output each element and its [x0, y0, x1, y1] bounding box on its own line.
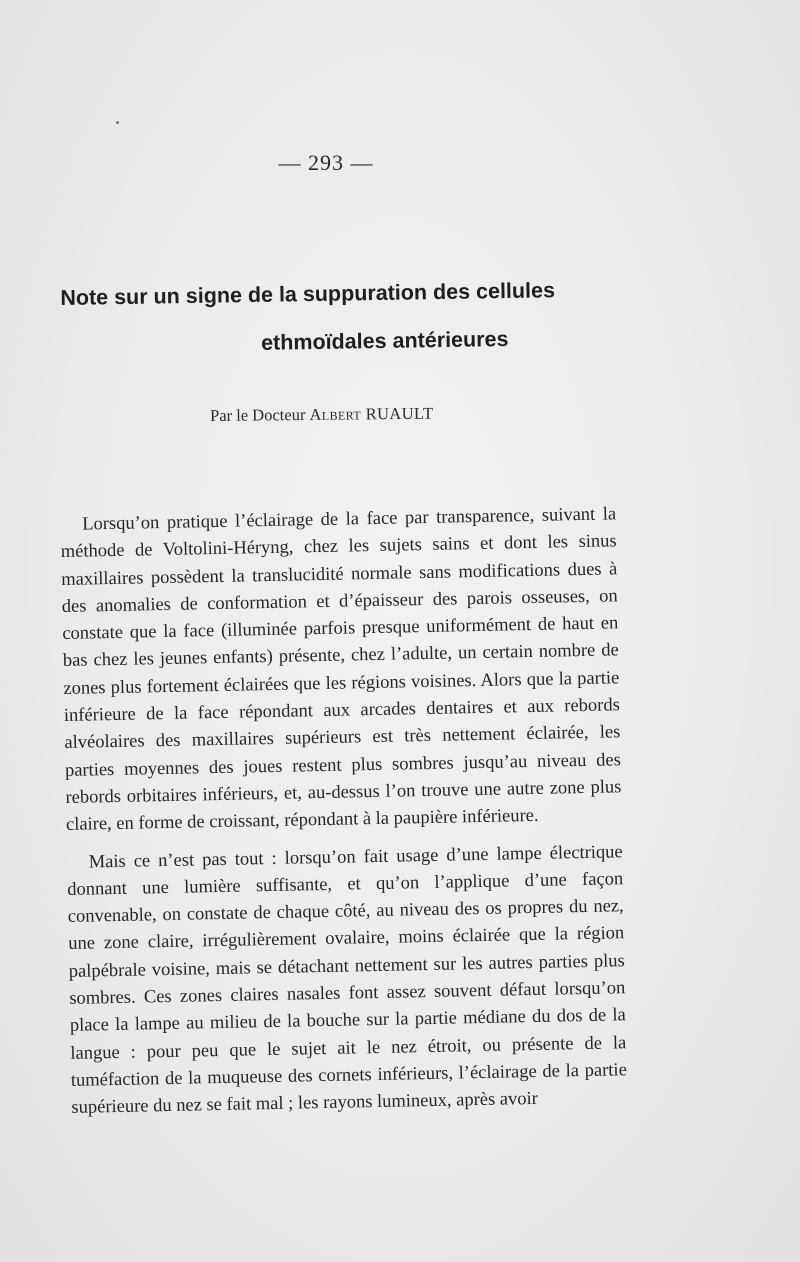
page-number: — 293 — — [278, 150, 374, 175]
byline-prefix: Par le Docteur — [210, 405, 306, 425]
article-title — [60, 266, 601, 370]
author-name: Albert RUAULT — [309, 403, 434, 424]
article-body — [60, 501, 628, 1122]
paragraph-2: Mais ce n’est pas tout : lorsqu’on fait usage d’une lampe électrique donnant une lumière suffisante, et qu’on l’applique d’une façon convenable, on constate de chaque côté, au niveau des os propres du nez, une zone claire, irrégulièrement ovalaire, moins éclairée que la région palpébrale voisine, mais se détachant nettement sur les autres parties plus sombres. Ces zones claires nasales font assez souvent défaut lorsqu’on place la lampe au milieu de la bouche sur la partie médiane du dos de la langue : pour peu que le sujet ait le nez étroit, ou présente de la tuméfaction de la muqueuse des cornets inférieurs, l’éclairage de la partie supérieure du nez se fait mal ; les rayons lumineux, après avoir — [67, 841, 628, 1119]
author-byline — [210, 404, 434, 426]
article-title-line-2: ethmoïdales antérieures — [260, 326, 509, 355]
article-title-line-1: Note sur un signe de la suppuration des cellules — [60, 278, 556, 310]
paragraph-1: Lorsqu’on pratique l’éclairage de la face par transparence, suivant la méthode de Voltolini-Héryng, chez les sujets sains et dont les sinus maxillaires possèdent la translucidité normale sans modifications dues à des anomalies de conformation et d’épaisseur des parois osseuses, on constate que la face (illuminée parfois presque uniformément de haut en bas chez les jeunes enfants) présente, chez l’adulte, un certain nombre de zones plus fortement éclairées que les régions voisines. Alors que la partie inférieure de la face répondant aux arcades dentaires et aux rebords alvéolaires des maxillaires supérieurs est très nettement éclairée, les parties moyennes des joues restent plus sombres jusqu’au niveau des rebords orbitaires inférieurs, et, au-dessus l’on trouve une autre zone plus claire, en forme de croissant, répondant à la paupière inférieure. — [60, 504, 622, 836]
paper-speck — [116, 121, 119, 124]
